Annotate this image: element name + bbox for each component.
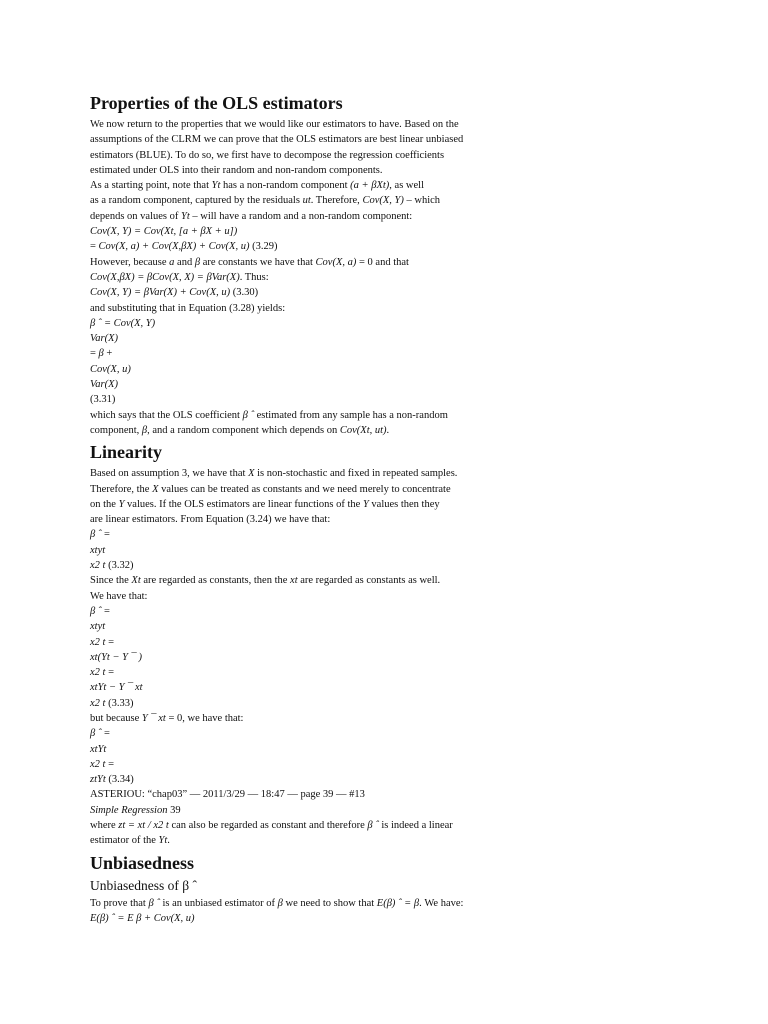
- math-text: X: [152, 483, 159, 495]
- math-text: xt(Yt − Y ¯ ): [90, 651, 143, 663]
- text-line: [90, 896, 510, 911]
- math-text: Yt: [180, 210, 190, 222]
- text-line: [90, 911, 510, 926]
- math-text: β ˆ: [367, 820, 379, 832]
- body-text: – will have a random and a non-random component:: [189, 210, 413, 222]
- body-text: (3.29): [249, 241, 278, 253]
- text-line: [90, 803, 510, 818]
- body-text: estimated from any sample has a non-random: [253, 409, 448, 421]
- text-line: [90, 589, 510, 604]
- text-line: [90, 818, 510, 833]
- text-line: [90, 270, 510, 285]
- body-text: values then they: [368, 498, 440, 510]
- text-line: [90, 239, 510, 254]
- text-line: [90, 482, 510, 497]
- text-line: [90, 772, 510, 787]
- math-text: Var(X): [90, 379, 118, 391]
- text-line: [90, 193, 510, 208]
- text-line: [90, 408, 510, 423]
- text-line: [90, 558, 510, 573]
- text-line: [90, 573, 510, 588]
- text-line: [90, 757, 510, 772]
- text-line: [90, 742, 510, 757]
- body-text: = 0, we have that:: [165, 712, 244, 724]
- body-text: are linear estimators. From Equation (3.24) we have that:: [90, 514, 331, 526]
- subsection-title-unbiasedness-beta: Unbiasedness of β ˆ: [90, 877, 197, 893]
- math-text: Cov(X,βX) = βCov(X, X) = βVar(X): [90, 271, 240, 283]
- body-text: (3.33): [105, 697, 134, 709]
- body-text: are constants we have that: [200, 256, 316, 268]
- body-text: =: [90, 348, 99, 360]
- math-text: Yt: [158, 835, 168, 847]
- body-text: Since the: [90, 575, 132, 587]
- math-text: β ˆ: [90, 605, 102, 617]
- text-line: [90, 512, 510, 527]
- text-line: [90, 650, 510, 665]
- body-text: , and a random component which depends on: [147, 424, 340, 436]
- math-text: ut: [302, 195, 311, 207]
- body-text: However, because: [90, 256, 170, 268]
- body-text: (3.34): [105, 774, 134, 786]
- text-line: [90, 117, 510, 132]
- body-text: and: [174, 256, 195, 268]
- text-line: [90, 543, 510, 558]
- body-text: =: [105, 636, 114, 648]
- text-line: [90, 726, 510, 741]
- math-text: β ˆ: [242, 409, 254, 421]
- body-text: .: [386, 424, 390, 436]
- body-text: = 0 and that: [356, 256, 409, 268]
- text-line: [90, 163, 510, 178]
- text-line: [90, 619, 510, 634]
- body-text: (3.31): [90, 394, 116, 406]
- math-text: Y: [118, 498, 125, 510]
- body-text: values can be treated as constants and we need merely to concentrate: [158, 483, 451, 495]
- math-text: ztYt: [90, 774, 106, 786]
- math-text: Simple Regression: [90, 804, 168, 816]
- body-text: are regarded as constants, then the: [140, 575, 291, 587]
- math-text: Yt: [211, 180, 221, 192]
- body-text: =: [105, 758, 114, 770]
- body-text: Based on assumption 3, we have that: [90, 468, 249, 480]
- math-text: x2 t: [90, 697, 106, 709]
- text-line: [90, 392, 510, 407]
- body-text: values. If the OLS estimators are linear functions of the: [124, 498, 363, 510]
- math-text: Cov(X, a): [315, 256, 357, 268]
- body-text: (3.30): [230, 287, 259, 299]
- text-line: [90, 423, 510, 438]
- math-text: (a + βXt): [350, 180, 390, 192]
- math-text: Xt: [131, 575, 141, 587]
- body-text: – which: [403, 195, 441, 207]
- body-text: estimators (BLUE). To do so, we first have to decompose the regression coefficients: [90, 149, 445, 161]
- math-text: E(β) ˆ = E β + Cov(X, u): [90, 912, 195, 924]
- body-text: estimated under OLS into their random and non-random components.: [90, 164, 383, 176]
- math-text: E(β) ˆ = β: [376, 897, 420, 909]
- body-text: where: [90, 820, 119, 832]
- text-line: [90, 255, 510, 270]
- section-body: [90, 896, 510, 927]
- text-line: [90, 696, 510, 711]
- text-line: [90, 680, 510, 695]
- math-text: xtyt: [90, 621, 106, 633]
- body-text: and substituting that in Equation (3.28) yields:: [90, 302, 286, 314]
- body-text: 39: [167, 804, 181, 816]
- math-text: β: [194, 256, 201, 268]
- text-line: [90, 178, 510, 193]
- text-line: [90, 362, 510, 377]
- math-text: zt = xt / x2 t: [118, 820, 169, 832]
- text-line: [90, 346, 510, 361]
- body-text: has a non-random component: [220, 180, 351, 192]
- body-text: As a starting point, note that: [90, 180, 212, 192]
- math-text: X: [248, 468, 255, 480]
- math-text: β: [141, 424, 148, 436]
- text-line: [90, 331, 510, 346]
- text-line: [90, 466, 510, 481]
- body-text: estimator of the: [90, 835, 159, 847]
- body-text: . Thus:: [239, 271, 269, 283]
- section-body: [90, 117, 510, 438]
- body-text: . Therefore,: [310, 195, 363, 207]
- text-line: [90, 132, 510, 147]
- section-title-unbiasedness: Unbiasedness: [90, 852, 195, 873]
- body-text: as a random component, captured by the residuals: [90, 195, 303, 207]
- body-text: is non-stochastic and fixed in repeated samples.: [254, 468, 458, 480]
- math-text: x2 t: [90, 636, 106, 648]
- math-text: Cov(Xt, ut): [339, 424, 387, 436]
- section-title-ols-properties: Properties of the OLS estimators: [90, 93, 343, 113]
- document-page: [90, 92, 510, 926]
- math-text: Cov(X, Y) = βVar(X) + Cov(X, u): [90, 287, 231, 299]
- body-text: =: [105, 667, 114, 679]
- text-line: [90, 148, 510, 163]
- body-text: . We have:: [419, 897, 464, 909]
- section-title-linearity: Linearity: [90, 442, 162, 463]
- text-line: [90, 604, 510, 619]
- text-line: [90, 665, 510, 680]
- body-text: =: [101, 605, 110, 617]
- body-text: , as well: [389, 180, 424, 192]
- math-text: xtYt: [90, 743, 107, 755]
- text-line: [90, 377, 510, 392]
- body-text: on the: [90, 498, 119, 510]
- text-line: [90, 527, 510, 542]
- body-text: We have that:: [90, 590, 148, 602]
- math-text: a: [169, 256, 175, 268]
- math-text: β ˆ: [148, 897, 160, 909]
- math-text: Y ¯ xt: [141, 712, 166, 724]
- body-text: +: [103, 348, 113, 360]
- body-text: =: [101, 529, 110, 541]
- math-text: Cov(X, a) + Cov(X,βX) + Cov(X, u): [98, 241, 250, 253]
- body-text: which says that the OLS coefficient: [90, 409, 243, 421]
- text-line: [90, 285, 510, 300]
- body-text: is indeed a linear: [378, 820, 453, 832]
- math-text: β: [98, 348, 104, 360]
- math-text: Cov(X, u): [90, 363, 131, 375]
- math-text: x2 t: [90, 560, 106, 572]
- math-text: x2 t: [90, 667, 106, 679]
- math-text: β ˆ: [90, 728, 102, 740]
- math-text: Var(X): [90, 333, 118, 345]
- body-text: we need to show that: [282, 897, 377, 909]
- body-text: =: [90, 241, 99, 253]
- body-text: To prove that: [90, 897, 149, 909]
- body-text: We now return to the properties that we would like our estimators to have. Based on the: [90, 119, 459, 130]
- body-text: (3.32): [105, 560, 134, 572]
- math-text: x2 t: [90, 758, 106, 770]
- text-line: [90, 833, 510, 848]
- body-text: component,: [90, 424, 142, 436]
- math-text: Cov(X, Y): [362, 195, 404, 207]
- body-text: are regarded as constants as well.: [297, 575, 441, 587]
- body-text: but because: [90, 712, 142, 724]
- text-line: [90, 787, 510, 802]
- math-text: xtYt − Y ¯ xt: [90, 682, 143, 694]
- body-text: ASTERIOU: “chap03” — 2011/3/29 — 18:47 — page 39 — #13: [90, 789, 365, 801]
- math-text: β ˆ: [90, 529, 102, 541]
- text-line: [90, 316, 510, 331]
- body-text: =: [101, 728, 110, 740]
- body-text: assumptions of the CLRM we can prove that the OLS estimators are best linear unbiased: [90, 134, 464, 146]
- text-line: [90, 301, 510, 316]
- math-text: Cov(X, Y) = Cov(Xt, [a + βX + u]): [90, 226, 238, 238]
- text-line: [90, 209, 510, 224]
- body-text: Therefore, the: [90, 483, 153, 495]
- section-body: [90, 466, 510, 848]
- text-line: [90, 711, 510, 726]
- body-text: depends on values of: [90, 210, 181, 222]
- body-text: .: [167, 835, 170, 847]
- body-text: can also be regarded as constant and therefore: [168, 820, 368, 832]
- text-line: [90, 635, 510, 650]
- math-text: xt: [290, 575, 298, 587]
- text-line: [90, 224, 510, 239]
- body-text: is an unbiased estimator of: [159, 897, 278, 909]
- text-line: [90, 497, 510, 512]
- math-text: xtyt: [90, 544, 106, 556]
- math-text: β: [277, 897, 283, 909]
- math-text: Y: [362, 498, 369, 510]
- math-text: β ˆ = Cov(X, Y): [90, 317, 156, 329]
